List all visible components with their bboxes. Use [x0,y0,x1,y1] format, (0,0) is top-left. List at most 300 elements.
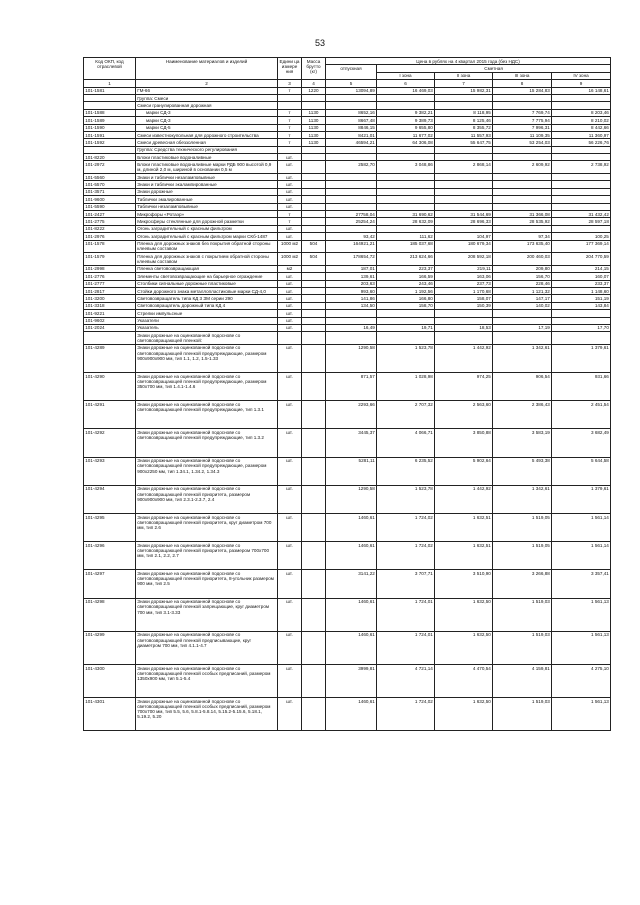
cell-zone-1: 1 028,98 [377,373,435,401]
table-row [84,233,611,240]
header-release: отпускная [326,65,377,80]
table-row [84,203,611,210]
cell-zone-4: 8 210,02 [552,117,611,124]
cell-zone-3: 5 493,38 [493,457,552,485]
cell-name: Световозвращатель дорожный типа КД 4 [136,302,278,309]
cell-zone-1: 6 235,52 [377,457,435,485]
cell-mass [302,570,326,598]
header-mass: Масса брутто (кг) [302,58,326,80]
table-row [84,253,611,266]
cell-zone-4 [552,317,611,324]
cell-name: Знаки дорожные на оцинкованной подоснове со световозвращающей пленкой приоритета, размером 700х700 мм, тип 2.1, 2.2, 2.7 [136,542,278,570]
cell-release [326,332,377,345]
cell-mass [302,154,326,161]
header-price-group: Цена в рублях на 4 квартал 2015 года (без НДС) [326,58,611,65]
cell-code: 101-3200 [84,295,136,302]
table-row [84,598,611,631]
cell-name: Световозвращатель типа КД 3 ЗМ серии 290 [136,295,278,302]
cell-zone-3: 1 519,03 [493,698,552,731]
cell-mass [302,598,326,631]
column-number: 9 [552,80,611,87]
cell-name: Знаки дорожные на оцинкованной подоснове со световозвращающей пленкой: [136,332,278,345]
cell-code: 101-2777 [84,280,136,287]
empty-cell [84,102,136,109]
cell-zone-3: 97,34 [493,233,552,240]
cell-unit: шт. [278,429,302,457]
cell-zone-2: 3 850,88 [435,429,493,457]
cell-zone-2: 4 470,54 [435,664,493,697]
cell-name: Смеси древесная обеззоленная [136,139,278,146]
cell-zone-2: 1 442,92 [435,344,493,372]
cell-zone-2: 1 170,68 [435,287,493,294]
cell-mass [302,174,326,181]
cell-release: 13094,89 [326,87,377,94]
cell-zone-3: 1 121,32 [493,287,552,294]
cell-name: Таблички незаламповывные [136,203,278,210]
cell-release: 1460,61 [326,631,377,664]
cell-code: 101-2775 [84,218,136,225]
cell-release: 8652,16 [326,109,377,116]
cell-zone-2: 2 868,14 [435,161,493,174]
table-row [84,139,611,146]
cell-name: Огонь заградительный с красным фильтром [136,225,278,232]
table-row [84,324,611,331]
empty-cell [84,94,136,101]
cell-mass [302,287,326,294]
cell-name: Микрофоры «Ротаэр» [136,211,278,218]
cell-unit: шт. [278,188,302,195]
cell-zone-1: 166,80 [377,295,435,302]
cell-code: 101-4293 [84,457,136,485]
table-body [84,87,611,731]
empty-cell [84,146,136,153]
cell-zone-3: 1 519,05 [493,542,552,570]
cell-zone-1: 243,46 [377,280,435,287]
cell-zone-2: 55 647,75 [435,139,493,146]
cell-zone-1 [377,203,435,210]
cell-name: Знаки дорожные на оцинкованной подоснове со световозвращающей пленкой приоритета, размером 900х900х900 мм, тип 2.3.1-2.3.7, 2.4 [136,485,278,513]
table-row [84,310,611,317]
cell-zone-1: 2 707,32 [377,401,435,429]
table-row [84,698,611,731]
cell-code: 101-2972 [84,161,136,174]
cell-zone-3: 3 583,19 [493,429,552,457]
empty-cell [377,94,435,101]
cell-mass [302,280,326,287]
cell-unit: т [278,87,302,94]
cell-zone-3: 1 519,05 [493,514,552,542]
cell-name: Знаки и таблички незаламповывные [136,174,278,181]
cell-zone-1: 185 037,68 [377,240,435,253]
cell-name: марки СД-3 [136,117,278,124]
cell-zone-2: 1 632,50 [435,698,493,731]
cell-code: 101-2817 [84,287,136,294]
cell-zone-2 [435,225,493,232]
cell-mass: 1130 [302,131,326,138]
cell-mass [302,233,326,240]
cell-code: 101-1589 [84,117,136,124]
cell-zone-1: 3 048,86 [377,161,435,174]
cell-zone-1: 31 690,62 [377,211,435,218]
empty-cell [302,94,326,101]
cell-mass [302,457,326,485]
cell-zone-4: 3 357,41 [552,570,611,598]
cell-zone-4: 1 561,14 [552,542,611,570]
cell-zone-3: 11 109,35 [493,131,552,138]
cell-zone-2: 163,06 [435,273,493,280]
cell-zone-3: 906,54 [493,373,552,401]
cell-zone-1: 213 624,66 [377,253,435,266]
cell-zone-4: 5 644,58 [552,457,611,485]
cell-zone-1 [377,188,435,195]
price-table [83,57,611,731]
cell-release: 1290,58 [326,344,377,372]
cell-mass: 1130 [302,109,326,116]
table-row [84,211,611,218]
cell-name: марки СД-3 [136,109,278,116]
table-row [84,317,611,324]
table-row [84,344,611,372]
cell-unit: шт. [278,344,302,372]
table-row [84,287,611,294]
cell-zone-2: 158,07 [435,295,493,302]
cell-zone-2 [435,154,493,161]
cell-zone-4: 31 432,42 [552,211,611,218]
cell-release: 203,63 [326,280,377,287]
cell-zone-4: 11 360,97 [552,131,611,138]
table-row [84,664,611,697]
cell-name: Микросферы стеклянные для дорожной разметки [136,218,278,225]
empty-cell [302,102,326,109]
cell-name: Таблички эмалированные [136,196,278,203]
cell-zone-2: 18,53 [435,324,493,331]
cell-zone-2: 1 632,50 [435,598,493,631]
cell-zone-3 [493,203,552,210]
table-row [84,457,611,485]
cell-release [326,317,377,324]
column-number: 5 [326,80,377,87]
empty-cell [435,94,493,101]
cell-zone-2 [435,188,493,195]
cell-release: 8667,48 [326,117,377,124]
cell-zone-2: 104,97 [435,233,493,240]
cell-code: 101-4295 [84,514,136,542]
cell-zone-3: 200 460,03 [493,253,552,266]
cell-name: Знаки дорожные на оцинкованной подоснове со световозвращающей пленкой особых предписаний, размером 700х700 мм, тип 5.5, 5.6, 5.8.1-5.8.14, 5.15.2-5.15.6, 5.18.1, 5.19.2, 5.20 [136,698,278,731]
cell-code: 101-2998 [84,265,136,272]
cell-zone-3 [493,181,552,188]
cell-zone-3 [493,310,552,317]
table-row [84,280,611,287]
cell-zone-4: 2 738,92 [552,161,611,174]
cell-zone-2: 8 355,72 [435,124,493,131]
cell-unit: шт. [278,598,302,631]
cell-release [326,310,377,317]
empty-cell [552,146,611,153]
cell-zone-1: 158,70 [377,302,435,309]
column-number: 2 [136,80,278,87]
cell-zone-1 [377,196,435,203]
cell-unit: шт. [278,664,302,697]
cell-release: 178654,72 [326,253,377,266]
column-number: 8 [493,80,552,87]
column-number: 7 [435,80,493,87]
column-numbers-row [84,80,611,87]
cell-code: 101-4297 [84,570,136,598]
cell-zone-2: 219,11 [435,265,493,272]
cell-zone-2: 8 118,95 [435,109,493,116]
cell-mass [302,514,326,542]
cell-release: 2293,66 [326,401,377,429]
cell-unit: шт. [278,295,302,302]
cell-unit: шт. [278,317,302,324]
cell-zone-1: 223,37 [377,265,435,272]
cell-mass: 1130 [302,117,326,124]
cell-release: 993,60 [326,287,377,294]
cell-zone-4: 151,19 [552,295,611,302]
empty-cell [493,146,552,153]
cell-mass [302,317,326,324]
cell-code: 101-1591 [84,131,136,138]
cell-zone-1 [377,181,435,188]
cell-unit: т [278,211,302,218]
cell-unit: т [278,131,302,138]
cell-zone-1: 16 469,03 [377,87,435,94]
cell-release [326,174,377,181]
header-name: Наименование материалов и изделий [136,58,278,80]
cell-unit: шт. [278,457,302,485]
cell-unit: шт. [278,698,302,731]
cell-name: Знаки дорожные на оцинкованной подоснове со световозвращающей пленкой предупреждающие, размером 350х700 мм, тип 1.4.1-1.4.6 [136,373,278,401]
cell-zone-4: 143,84 [552,302,611,309]
cell-zone-1 [377,332,435,345]
page-number: 53 [314,38,325,48]
cell-code [84,332,136,345]
cell-zone-2: 3 510,90 [435,570,493,598]
cell-release: 3141,22 [326,570,377,598]
cell-zone-1: 11 677,02 [377,131,435,138]
cell-mass [302,211,326,218]
cell-zone-3: 7 996,31 [493,124,552,131]
cell-zone-4 [552,154,611,161]
cell-zone-3: 2 386,43 [493,401,552,429]
cell-mass [302,542,326,570]
cell-unit: шт. [278,154,302,161]
cell-zone-3: 2 609,92 [493,161,552,174]
group-title: Группа: Смеси [136,94,278,101]
cell-zone-1: 166,59 [377,273,435,280]
cell-zone-4: 1 148,60 [552,287,611,294]
cell-unit: шт. [278,280,302,287]
cell-zone-4: 3 682,49 [552,429,611,457]
cell-zone-4: 204 770,59 [552,253,611,266]
cell-name: Знаки дорожные на оцинкованной подоснове со световозвращающей пленкой предупреждающие, размером 900х2250 мм, тип 1.34.1, 1.34.2, 1.34.3 [136,457,278,485]
cell-zone-1: 19,71 [377,324,435,331]
cell-code: 101-4298 [84,598,136,631]
cell-unit: шт. [278,373,302,401]
empty-cell [377,146,435,153]
empty-cell [326,146,377,153]
cell-code: 101-9221 [84,310,136,317]
cell-mass [302,485,326,513]
cell-zone-2: 1 442,92 [435,485,493,513]
cell-mass [302,196,326,203]
cell-code: 101-8220 [84,154,136,161]
cell-zone-4: 17,70 [552,324,611,331]
cell-name: Стойки дорожного знака металлопластиковые марки СД-4,0 [136,287,278,294]
cell-name: Знаки дорожные [136,188,278,195]
cell-zone-4: 1 379,61 [552,344,611,372]
table-row [84,542,611,570]
cell-code: 101-1578 [84,240,136,253]
table-row [84,631,611,664]
cell-release: 1460,61 [326,698,377,731]
table-row [84,485,611,513]
cell-zone-4 [552,196,611,203]
cell-zone-3: 156,70 [493,273,552,280]
table-row [84,131,611,138]
cell-zone-2: 1 632,50 [435,631,493,664]
group-row [84,146,611,153]
column-number: 1 [84,80,136,87]
empty-cell [493,102,552,109]
cell-unit: шт. [278,181,302,188]
cell-zone-1 [377,317,435,324]
cell-name: Столбики сигнальные дорожные пластиковые [136,280,278,287]
cell-release: 139,61 [326,273,377,280]
cell-unit: шт. [278,302,302,309]
cell-unit: шт. [278,514,302,542]
cell-name: Знаки дорожные на оцинкованной подоснове со световозвращающей пленкой запрещающие, круг диаметром 700 мм, тип 3.1-3.33 [136,598,278,631]
cell-zone-2 [435,181,493,188]
cell-release: 93,42 [326,233,377,240]
cell-release [326,203,377,210]
cell-code: 101-5590 [84,203,136,210]
cell-mass [302,265,326,272]
cell-zone-3: 1 519,03 [493,598,552,631]
cell-zone-2: 1 632,51 [435,514,493,542]
cell-zone-4: 931,66 [552,373,611,401]
empty-cell [278,102,302,109]
cell-zone-2: 31 544,69 [435,211,493,218]
cell-name: Огонь заградительный с красным фильтром марки СКб-1487 [136,233,278,240]
cell-name: Знаки дорожные на оцинкованной подоснове со световозвращающей пленкой предупреждающие, тип 1.3.1 [136,401,278,429]
cell-zone-4: 1 379,61 [552,485,611,513]
cell-code: 101-9602 [84,317,136,324]
cell-release: 1460,61 [326,514,377,542]
cell-mass [302,218,326,225]
cell-zone-3: 1 342,61 [493,485,552,513]
cell-zone-4: 1 561,14 [552,514,611,542]
cell-zone-4: 233,37 [552,280,611,287]
cell-name: Стрелки импульсные [136,310,278,317]
cell-zone-2 [435,174,493,181]
cell-unit: м2 [278,265,302,272]
table-row [84,514,611,542]
cell-unit: 1000 м2 [278,240,302,253]
cell-zone-3: 28 535,92 [493,218,552,225]
cell-unit: т [278,109,302,116]
cell-name: Пленка для дорожных знаков без покрытия обратной стороны клеевым составом [136,240,278,253]
cell-zone-2: 150,39 [435,302,493,309]
cell-unit: т [278,218,302,225]
cell-zone-4 [552,188,611,195]
header-zone-3: III зона [493,72,552,79]
table-row [84,117,611,124]
cell-zone-1: 1 724,02 [377,698,435,731]
cell-zone-4: 160,07 [552,273,611,280]
cell-mass: 504 [302,253,326,266]
cell-release: 5281,11 [326,457,377,485]
cell-release: 187,01 [326,265,377,272]
cell-code: 101-4296 [84,542,136,570]
cell-code: 101-1590 [84,124,136,131]
cell-release [326,188,377,195]
empty-cell [435,102,493,109]
cell-mass: 504 [302,240,326,253]
cell-release: 141,86 [326,295,377,302]
cell-mass: 1130 [302,139,326,146]
cell-zone-4: 1 561,13 [552,598,611,631]
cell-unit: т [278,117,302,124]
cell-unit: шт. [278,631,302,664]
cell-zone-1: 9 382,21 [377,109,435,116]
cell-release: 16,49 [326,324,377,331]
cell-zone-2 [435,196,493,203]
cell-zone-3: 1 342,61 [493,344,552,372]
cell-zone-4: 1 561,13 [552,698,611,731]
cell-zone-2: 208 592,18 [435,253,493,266]
cell-unit: шт. [278,233,302,240]
header-code: Код ОКП, код отраслевой [84,58,136,80]
cell-zone-2: 28 696,33 [435,218,493,225]
cell-zone-3: 4 159,81 [493,664,552,697]
cell-code: 101-4289 [84,344,136,372]
cell-mass: 1130 [302,124,326,131]
table-row [84,218,611,225]
header-zone-4: IV зона [552,72,611,79]
cell-zone-4 [552,332,611,345]
cell-zone-1: 4 066,71 [377,429,435,457]
cell-zone-1: 1 724,02 [377,542,435,570]
cell-mass [302,324,326,331]
cell-zone-2 [435,310,493,317]
cell-unit: шт. [278,401,302,429]
cell-zone-1: 1 724,01 [377,598,435,631]
cell-zone-3 [493,332,552,345]
cell-mass [302,225,326,232]
cell-name: марки СД-5 [136,124,278,131]
cell-zone-1: 111,62 [377,233,435,240]
cell-zone-2: 180 679,34 [435,240,493,253]
cell-release: 134,50 [326,302,377,309]
cell-unit: шт. [278,196,302,203]
cell-zone-2: 11 557,93 [435,131,493,138]
column-number: 3 [278,80,302,87]
cell-zone-3: 17,19 [493,324,552,331]
cell-release [326,154,377,161]
cell-release: 3999,81 [326,664,377,697]
cell-code: 101-4299 [84,631,136,664]
cell-unit: т [278,124,302,131]
table-row [84,373,611,401]
header-unit: Едини ца измере ния [278,58,302,80]
cell-mass: 1220 [302,87,326,94]
cell-name: Указатель [136,324,278,331]
cell-mass [302,429,326,457]
cell-zone-3 [493,188,552,195]
cell-release: 1460,61 [326,598,377,631]
